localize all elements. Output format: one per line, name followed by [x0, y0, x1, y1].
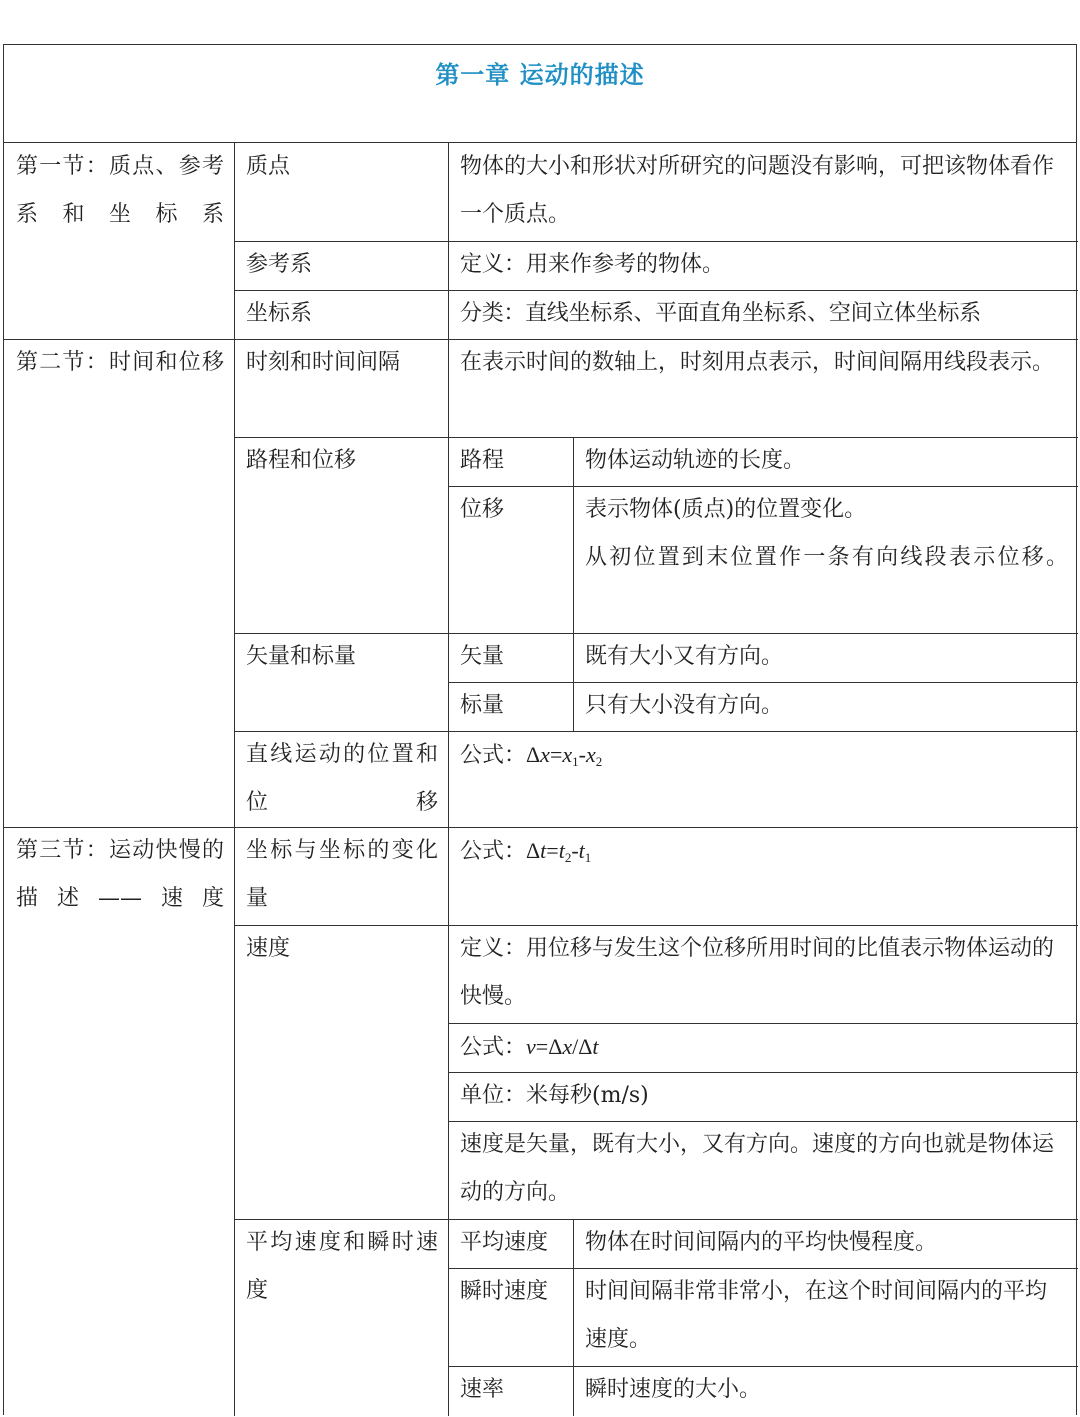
section-3-label: 第三节：运动快慢的描述——速度 [16, 838, 224, 911]
desc-zhidian: 物体的大小和形状对所研究的问题没有影响，可把该物体看作一个质点。 [460, 154, 1055, 227]
subterm-weiyi: 位移 [460, 497, 505, 522]
term-luchengweiyi: 路程和位移 [246, 448, 357, 473]
subdesc-lucheng: 物体运动轨迹的长度。 [585, 448, 806, 473]
desc-cankaoxi: 定义：用来作参考的物体。 [460, 252, 725, 277]
subdesc-weiyi-line1: 表示物体(质点)的位置变化。 [585, 497, 867, 522]
term-pingjun: 平均速度和瞬时速度 [246, 1230, 438, 1303]
subdesc-weiyi [573, 486, 1078, 633]
section-1-label: 第一节：质点、参考系和坐标系 [16, 154, 224, 227]
subterm-lucheng: 路程 [460, 448, 505, 473]
formula-delta-x: $\Delta x=x_1-x_2$ [526, 742, 603, 769]
subterm-sulv: 速率 [460, 1377, 505, 1402]
subterm-pingjunsudu: 平均速度 [460, 1230, 549, 1255]
term-shike: 时刻和时间间隔 [246, 350, 401, 375]
chapter-table [3, 44, 1077, 1415]
subterm-shunshisudu: 瞬时速度 [460, 1279, 549, 1304]
term-shiliang: 矢量和标量 [246, 644, 357, 669]
subterm-shiliang: 矢量 [460, 644, 505, 669]
formula-label: 公式： [460, 838, 527, 863]
subdesc-weiyi-line2: 从初位置到末位置作一条有向线段表示位移。 [585, 545, 1068, 570]
subdesc-shunshisudu: 时间间隔非常非常小，在这个时间间隔内的平均速度。 [585, 1279, 1048, 1352]
term-zhixian: 直线运动的位置和位移 [246, 742, 438, 815]
chapter-title-band [4, 45, 1076, 143]
desc-zuobiaoxi: 分类：直线坐标系、平面直角坐标系、空间立体坐标系 [460, 301, 981, 326]
desc-shike: 在表示时间的数轴上，时刻用点表示，时间间隔用线段表示。 [460, 350, 1055, 375]
formula-zhixian [448, 731, 1078, 827]
formula-sudu [448, 1023, 1078, 1072]
formula-velocity: v=Δx/Δt [526, 1034, 599, 1059]
subdesc-sulv: 瞬时速度的大小。 [585, 1377, 762, 1402]
formula-label: 公式： [460, 1034, 527, 1059]
formula-delta-t: $\Delta t=t_2-t_1$ [526, 838, 592, 865]
term-cankaoxi: 参考系 [246, 252, 313, 277]
subdesc-pingjunsudu: 物体在时间间隔内的平均快慢程度。 [585, 1230, 938, 1255]
subdesc-biaoliang: 只有大小没有方向。 [585, 693, 784, 718]
desc-sudu-note: 速度是矢量，既有大小，又有方向。速度的方向也就是物体运动的方向。 [460, 1132, 1055, 1205]
formula-label: 公式： [460, 742, 527, 767]
section-2-label: 第二节：时间和位移 [16, 350, 224, 375]
desc-sudu-definition: 定义：用位移与发生这个位移所用时间的比值表示物体运动的快慢。 [460, 936, 1055, 1009]
term-zuobiao: 坐标与坐标的变化量 [246, 838, 438, 911]
chapter-title: 第一章 运动的描述 [435, 61, 645, 89]
term-zuobiaoxi: 坐标系 [246, 301, 313, 326]
desc-sudu-unit: 单位：米每秒(m/s) [460, 1083, 649, 1108]
term-sudu: 速度 [246, 936, 291, 961]
term-zhidian: 质点 [246, 154, 291, 179]
formula-zuobiao [448, 827, 1078, 925]
subterm-biaoliang: 标量 [460, 693, 505, 718]
subdesc-shiliang: 既有大小又有方向。 [585, 644, 784, 669]
